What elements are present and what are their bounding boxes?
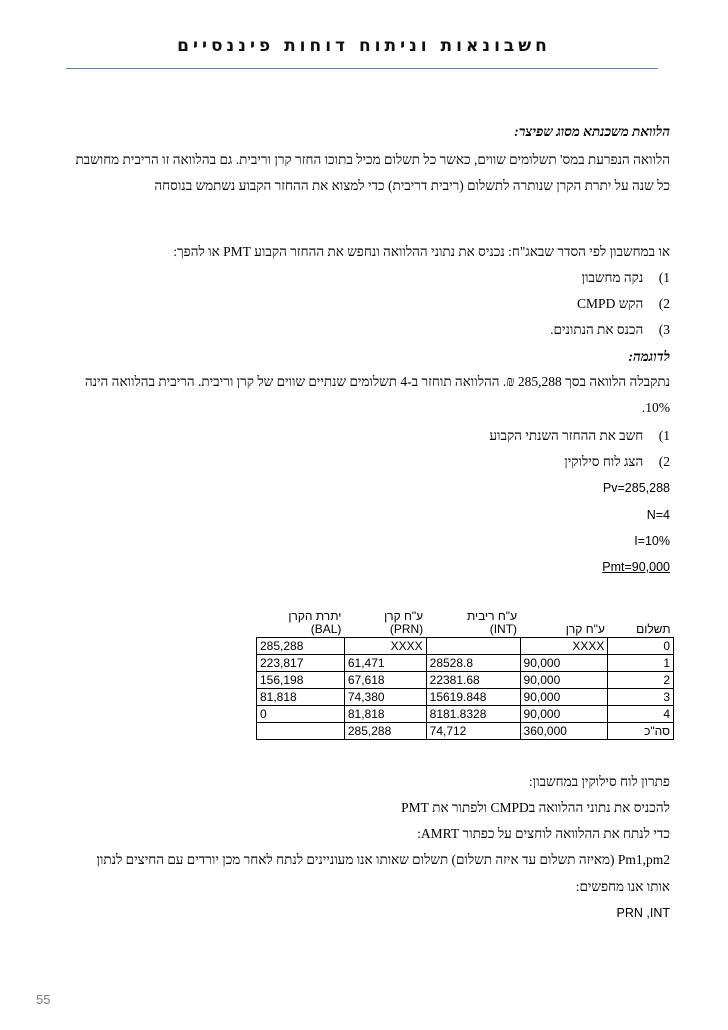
cell-principal: 74,380 [344, 689, 426, 706]
cell-payment: 2 [608, 672, 674, 689]
task-text: הצג לוח סילוקין [564, 454, 644, 469]
cell-principal: 81,818 [344, 706, 426, 723]
solution-line-3: כדי לנתח את ההלוואה לוחצים על כפתור AMRT: [417, 826, 670, 841]
cell-pay-principal: 90,000 [520, 672, 608, 689]
page-number: 55 [36, 992, 51, 1007]
cell-principal: 285,288 [344, 723, 426, 740]
intro-line-1: הלוואה הנפרעת במס' תשלומים שווים, כאשר כל תשלום מכיל בתוכו החזר קרן וריבית. גם בהלוואה זו הריבית מחושבת [75, 152, 670, 167]
table-row [257, 655, 674, 672]
cell-pay-principal: 360,000 [520, 723, 608, 740]
page-header-title: חשבונאות וניתוח דוחות פיננסיים [177, 36, 551, 56]
step-text: נקה מחשבון [581, 270, 644, 285]
pv-value: Pv=285,288 [602, 481, 670, 495]
task-number: 1) [658, 428, 670, 443]
cell-payment: סה"כ [608, 723, 674, 740]
cell-balance: 156,198 [257, 672, 345, 689]
cell-interest: 22381.68 [426, 672, 520, 689]
step-number: 3) [658, 322, 670, 337]
cell-balance [257, 723, 345, 740]
step-text: הכנס את הנתונים. [550, 322, 644, 337]
cell-interest: 8181.8328 [426, 706, 520, 723]
cell-principal: 67,618 [344, 672, 426, 689]
task-text: חשב את ההחזר השנתי הקבוע [489, 428, 644, 443]
cell-interest: 28528.8 [426, 655, 520, 672]
step-number: 1) [658, 270, 670, 285]
cell-pay-principal: 90,000 [520, 689, 608, 706]
header-principal: ע"ח קרן (PRN) [384, 609, 424, 636]
example-text-1: נתקבלה הלוואה בסך 285,288 ₪. ההלוואה תוחזר ב-4 תשלומים שנתיים שווים של קרן וריבית. הריבית בהלוואה הינה [84, 374, 670, 389]
cell-interest: 74,712 [426, 723, 520, 740]
step-number: 2) [658, 296, 670, 311]
header-balance: יתרת הקרן (BAL) [288, 609, 342, 636]
step-item [577, 296, 670, 312]
intro-line-2: כל שנה על יתרת הקרן שנותרה לתשלום (ריבית דריבית) כדי למצוא את ההחזר הקבוע נשתמש בנוסחה [154, 178, 670, 193]
cell-balance: 223,817 [257, 655, 345, 672]
header-interest: ע"ח ריבית (INT) [466, 609, 518, 636]
example-title: לדוגמה: [628, 349, 670, 364]
solution-line-2: להכניס את נתוני ההלוואה בCMPD ולפתור את PMT [401, 800, 670, 815]
task-item [564, 454, 670, 470]
cell-principal: XXXX [344, 638, 426, 655]
step-item [582, 270, 670, 286]
table-row [257, 706, 674, 723]
cell-balance: 285,288 [257, 638, 345, 655]
table-row [257, 638, 674, 655]
pmt-value: Pmt=90,000 [602, 560, 670, 574]
header-divider [66, 68, 658, 69]
amortization-table [256, 610, 674, 740]
task-number: 2) [658, 454, 670, 469]
header-payment: תשלום [636, 622, 671, 636]
solution-line-1: פתרון לוח סילוקין במחשבון: [528, 774, 670, 789]
cell-interest: 15619.848 [426, 689, 520, 706]
cell-payment: 0 [608, 638, 674, 655]
step-text: הקש CMPD [577, 296, 644, 311]
example-text-2: .10% [641, 400, 670, 415]
section-title: הלוואת משכנתא מסוג שפיצר: [514, 124, 670, 139]
header-pay-principal: ע"ח קרן [565, 622, 605, 636]
table-row [257, 689, 674, 706]
calculator-intro: או במחשבון לפי הסדר שבאג"ח: נכניס את נתוני ההלוואה ונחפש את ההחזר הקבוע PMT או להפך: [173, 244, 670, 259]
cell-pay-principal: XXXX [520, 638, 608, 655]
cell-balance: 0 [257, 706, 345, 723]
cell-payment: 1 [608, 655, 674, 672]
cell-pay-principal: 90,000 [520, 706, 608, 723]
task-item [489, 428, 670, 444]
cell-payment: 4 [608, 706, 674, 723]
cell-principal: 61,471 [344, 655, 426, 672]
n-value: N=4 [646, 508, 670, 522]
cell-interest [426, 638, 520, 655]
i-value: I=10% [634, 534, 670, 548]
table-row [257, 672, 674, 689]
step-item [550, 322, 670, 338]
cell-pay-principal: 90,000 [520, 655, 608, 672]
solution-line-6: PRN ,INT [616, 906, 670, 920]
table-header-row [257, 610, 674, 638]
cell-payment: 3 [608, 689, 674, 706]
solution-line-4: Pm1,pm2 (מאיזה תשלום עד איזה תשלום) תשלום שאותו אנו מעוניינים לנתח לאחר מכן יורדים עם החיצים לנתון [96, 852, 670, 867]
table-total-row [257, 723, 674, 740]
cell-balance: 81,818 [257, 689, 345, 706]
solution-line-5: אותו אנו מחפשים: [575, 879, 670, 894]
